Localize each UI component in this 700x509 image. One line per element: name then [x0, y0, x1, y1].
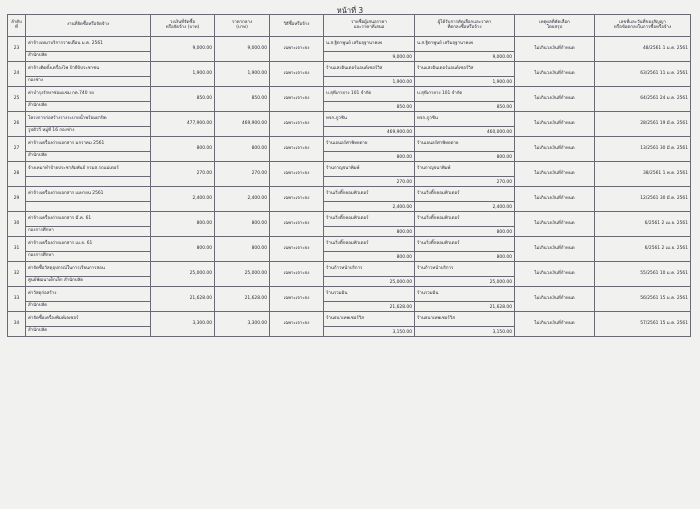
header-median-price: ราคากลาง (บาท)	[215, 15, 270, 37]
row-item-detail: กองการศึกษา	[26, 252, 151, 262]
row-bidder: ร้านเอนอร์ศาพิทยดาย	[324, 137, 415, 152]
row-contract: 57/2561 15 ม.ค. 2561	[595, 312, 691, 337]
table-row	[8, 87, 691, 102]
row-winner-price: 21,628.00	[415, 302, 515, 312]
row-median-price: 800.00	[215, 237, 270, 262]
row-bidder: ร้านธนาเทพเซอร์วิส	[324, 312, 415, 327]
table-row	[8, 162, 691, 177]
row-item-detail	[26, 177, 151, 187]
row-item: ค่าจัดซื้อเครื่องพิมพ์เลเซอร์	[26, 312, 151, 327]
procurement-table	[7, 14, 691, 337]
row-contract: 28/2561 19 มี.ค. 2561	[595, 112, 691, 137]
row-method: เฉพาะเจาะจง	[270, 112, 324, 137]
row-item-detail: กองช่าง	[26, 77, 151, 87]
row-winner: ร้านเริ่งติ๊กคอมพิวเตอร์	[415, 212, 515, 227]
page-number: หน้าที่ 3	[336, 6, 364, 15]
row-reason: ไม่เกินวงเงินที่กำหนด	[515, 137, 595, 162]
table-header-row	[8, 15, 691, 37]
row-winner-price: 800.00	[415, 227, 515, 237]
table-row	[8, 112, 691, 127]
row-budget: 270.00	[151, 162, 215, 187]
row-median-price: 21,628.00	[215, 287, 270, 312]
table-row	[8, 37, 691, 52]
row-contract: 64/2561 24 ม.ค. 2561	[595, 87, 691, 112]
row-budget: 800.00	[151, 212, 215, 237]
row-winner: ร้านเอนอร์ศาพิทยดาย	[415, 137, 515, 152]
header-reason: เหตุผลที่คัดเลือก โดยสรุป	[515, 15, 595, 37]
row-bidder-price: 800.00	[324, 227, 415, 237]
row-method: เฉพาะเจาะจง	[270, 262, 324, 287]
row-bidder: ร้านรวมมิน	[324, 287, 415, 302]
row-contract: 48/2561 1 ม.ค. 2561	[595, 37, 691, 62]
row-bidder-price: 3,150.00	[324, 327, 415, 337]
row-median-price: 800.00	[215, 137, 270, 162]
header-bidders: รายชื่อผู้เสนอราคา และราคาที่เสนอ	[324, 15, 415, 37]
row-budget: 3,300.00	[151, 312, 215, 337]
row-bidder-price: 270.00	[324, 177, 415, 187]
row-winner: บ.สุทีเกายาง 101 จำกัด	[415, 87, 515, 102]
row-reason: ไม่เกินวงเงินที่กำหนด	[515, 112, 595, 137]
row-bidder-price: 1,900.00	[324, 77, 415, 87]
row-method: เฉพาะเจาะจง	[270, 162, 324, 187]
row-winner: ร้านธนาเทพเซอร์วิส	[415, 312, 515, 327]
row-item-detail: รูปตัววี หมู่ที่ 16 กองช่าง	[26, 127, 151, 137]
row-median-price: 9,000.00	[215, 37, 270, 62]
row-median-price: 3,300.00	[215, 312, 270, 337]
row-contract: 6/2561 2 เม.ย. 2561	[595, 212, 691, 237]
row-winner: ร้านก้าวหน้าบริการ	[415, 262, 515, 277]
row-winner-price: 1,900.00	[415, 77, 515, 87]
row-method: เฉพาะเจาะจง	[270, 187, 324, 212]
row-item: ค่าจ้างติดตั้งเครื่องไฟ ป้ายีบิประชาชน	[26, 62, 151, 77]
row-reason: ไม่เกินวงเงินที่กำหนด	[515, 87, 595, 112]
row-winner-price: 800.00	[415, 152, 515, 162]
table-row	[8, 212, 691, 227]
row-median-price: 25,000.00	[215, 262, 270, 287]
row-item-detail: สำนักปลัด	[26, 52, 151, 62]
row-median-price: 850.00	[215, 87, 270, 112]
row-number: 26	[8, 112, 26, 137]
row-item-detail	[26, 202, 151, 212]
row-method: เฉพาะเจาะจง	[270, 287, 324, 312]
table-row	[8, 312, 691, 327]
row-bidder: ร้านเริ่งติ๊กคอมพิวเตอร์	[324, 212, 415, 227]
row-median-price: 270.00	[215, 162, 270, 187]
row-bidder: น.ส.ฐิตาพูนย์ เสริมฤฐานาคเพ	[324, 37, 415, 52]
row-bidder-price: 21,628.00	[324, 302, 415, 312]
row-contract: 6/2561 2 เม.ย. 2561	[595, 237, 691, 262]
row-winner-price: 3,150.00	[415, 327, 515, 337]
row-item: ค่าจ้างเครื่องถ่ายเอกสาร เมษายน 2561	[26, 187, 151, 202]
row-winner-price: 9,000.00	[415, 52, 515, 62]
header-contract: เลขที่และวันที่ของสัญญา หรือข้อตกลงในการซื้อหรือจ้าง	[595, 15, 691, 37]
row-median-price: 1,900.00	[215, 62, 270, 87]
row-item: ค่าจัดซื้อวัสดุอุปกรณ์ในการเรียนการสอน	[26, 262, 151, 277]
row-item: ค่าวัสดุก่อสร้าง	[26, 287, 151, 302]
row-winner: ร้านเริ่งติ๊กคอมพิวเตอร์	[415, 237, 515, 252]
table-row	[8, 137, 691, 152]
row-reason: ไม่เกินวงเงินที่กำหนด	[515, 37, 595, 62]
row-winner: ร้านรวมมิน	[415, 287, 515, 302]
row-number: 27	[8, 137, 26, 162]
row-bidder: ร้านก้าวหน้าบริการ	[324, 262, 415, 277]
row-bidder-price: 469,900.00	[324, 127, 415, 137]
row-bidder: ร้านแสงอินเตอร์แอนด์เซอร์วิส	[324, 62, 415, 77]
row-bidder-price: 25,000.00	[324, 277, 415, 287]
row-winner: หจก.ภูวชิน	[415, 112, 515, 127]
row-median-price: 469,900.00	[215, 112, 270, 137]
header-item: งานที่จัดซื้อหรือจัดจ้าง	[26, 15, 151, 37]
table-row	[8, 287, 691, 302]
row-item-detail: กองการศึกษา	[26, 227, 151, 237]
row-budget: 800.00	[151, 237, 215, 262]
row-winner-price: 850.00	[415, 102, 515, 112]
row-reason: ไม่เกินวงเงินที่กำหนด	[515, 312, 595, 337]
row-item-detail: สำนักปลัด	[26, 302, 151, 312]
row-number: 33	[8, 287, 26, 312]
row-reason: ไม่เกินวงเงินที่กำหนด	[515, 187, 595, 212]
row-winner: น.ส.ฐิตาพูนย์ เสริมฤฐานาคเพ	[415, 37, 515, 52]
row-reason: ไม่เกินวงเงินที่กำหนด	[515, 212, 595, 237]
row-winner-price: 460,000.00	[415, 127, 515, 137]
row-number: 28	[8, 162, 26, 187]
row-contract: 56/2561 15 ม.ค. 2561	[595, 287, 691, 312]
row-bidder: ร้านเริ่งติ๊กคอมพิวเตอร์	[324, 237, 415, 252]
row-method: เฉพาะเจาะจง	[270, 37, 324, 62]
row-item-detail: สำนักปลัด	[26, 152, 151, 162]
row-bidder: หจก.ภูวชิน	[324, 112, 415, 127]
row-item: ค่าจ้างเครื่องถ่ายเอกสาร เม.ย. 61	[26, 237, 151, 252]
row-number: 24	[8, 62, 26, 87]
header-winner: ผู้ได้รับการคัดเลือกและราคา ที่ตกลงซื้อหรือจ้าง	[415, 15, 515, 37]
row-number: 23	[8, 37, 26, 62]
row-method: เฉพาะเจาะจง	[270, 62, 324, 87]
row-item: โครงการก่อสร้างรางระบายน้ำพร้อมฝาปิด	[26, 112, 151, 127]
row-method: เฉพาะเจาะจง	[270, 212, 324, 237]
row-method: เฉพาะเจาะจง	[270, 237, 324, 262]
row-reason: ไม่เกินวงเงินที่กำหนด	[515, 62, 595, 87]
table-row	[8, 237, 691, 252]
row-item: ค่าจ้างเครื่องถ่ายเอกสาร มี.ค. 61	[26, 212, 151, 227]
row-contract: 55/2561 10 ม.ค. 2561	[595, 262, 691, 287]
table-row	[8, 187, 691, 202]
row-number: 25	[8, 87, 26, 112]
row-contract: 13/2561 30 มี.ค. 2561	[595, 137, 691, 162]
row-budget: 477,900.00	[151, 112, 215, 137]
row-reason: ไม่เกินวงเงินที่กำหนด	[515, 162, 595, 187]
row-winner: ร้านแสงอินเตอร์แอนด์เซอร์วิส	[415, 62, 515, 77]
header-method: วิธีซื้อหรือจ้าง	[270, 15, 324, 37]
row-bidder-price: 800.00	[324, 152, 415, 162]
row-budget: 1,900.00	[151, 62, 215, 87]
row-method: เฉพาะเจาะจง	[270, 137, 324, 162]
row-budget: 9,000.00	[151, 37, 215, 62]
row-number: 31	[8, 237, 26, 262]
row-method: เฉพาะเจาะจง	[270, 312, 324, 337]
row-winner: ร้านเริ่งติ๊กคอมพิวเตอร์	[415, 187, 515, 202]
row-median-price: 800.00	[215, 212, 270, 237]
row-item-detail: สำนักปลัด	[26, 102, 151, 112]
row-contract: 12/2561 30 มี.ค. 2561	[595, 187, 691, 212]
row-winner-price: 2,400.00	[415, 202, 515, 212]
row-method: เฉพาะเจาะจง	[270, 87, 324, 112]
row-budget: 21,628.00	[151, 287, 215, 312]
row-winner: ร้านกาญจนาพิมพ์	[415, 162, 515, 177]
row-budget: 2,400.00	[151, 187, 215, 212]
row-contract: 38/2561 1 พ.ค. 2561	[595, 162, 691, 187]
row-number: 34	[8, 312, 26, 337]
row-item: ค่าจ้างเครื่องถ่ายเอกสาร มกราคม 2561	[26, 137, 151, 152]
header-budget: วงเงินที่จัดซื้อ หรือจัดจ้าง (บาท)	[151, 15, 215, 37]
row-bidder-price: 2,400.00	[324, 202, 415, 212]
row-bidder-price: 850.00	[324, 102, 415, 112]
row-item: ค่าบำรุงรักษาซ่อมแซม กค.740 รย	[26, 87, 151, 102]
row-bidder: ร้านกาญจนาพิมพ์	[324, 162, 415, 177]
row-item-detail: ศูนย์พัฒนาเด็กเล็ก สำนักปลัด	[26, 277, 151, 287]
row-winner-price: 270.00	[415, 177, 515, 187]
row-bidder-price: 800.00	[324, 252, 415, 262]
header-no: ลำดับที่	[8, 15, 26, 37]
row-contract: 63/2561 11 ม.ค. 2561	[595, 62, 691, 87]
table-row	[8, 62, 691, 77]
row-reason: ไม่เกินวงเงินที่กำหนด	[515, 287, 595, 312]
row-bidder-price: 9,000.00	[324, 52, 415, 62]
row-budget: 850.00	[151, 87, 215, 112]
row-item-detail: สำนักปลัด	[26, 327, 151, 337]
row-number: 32	[8, 262, 26, 287]
row-median-price: 2,400.00	[215, 187, 270, 212]
row-reason: ไม่เกินวงเงินที่กำหนด	[515, 237, 595, 262]
row-bidder: ร้านเริ่งติ๊กคอมพิวเตอร์	[324, 187, 415, 202]
row-winner-price: 25,000.00	[415, 277, 515, 287]
row-bidder: บ.สุทีเกายาง 101 จำกัด	[324, 87, 415, 102]
row-winner-price: 800.00	[415, 252, 515, 262]
row-budget: 800.00	[151, 137, 215, 162]
row-number: 30	[8, 212, 26, 237]
row-budget: 25,000.00	[151, 262, 215, 287]
row-number: 29	[8, 187, 26, 212]
row-item: ค่าจ้างเหมาบริการรายเดือน ม.ค. 2561	[26, 37, 151, 52]
table-row	[8, 262, 691, 277]
row-item: จ้างเหมาทำป้ายประชาสัมพันธ์ กรมส.รถแม่เตอร์	[26, 162, 151, 177]
row-reason: ไม่เกินวงเงินที่กำหนด	[515, 262, 595, 287]
